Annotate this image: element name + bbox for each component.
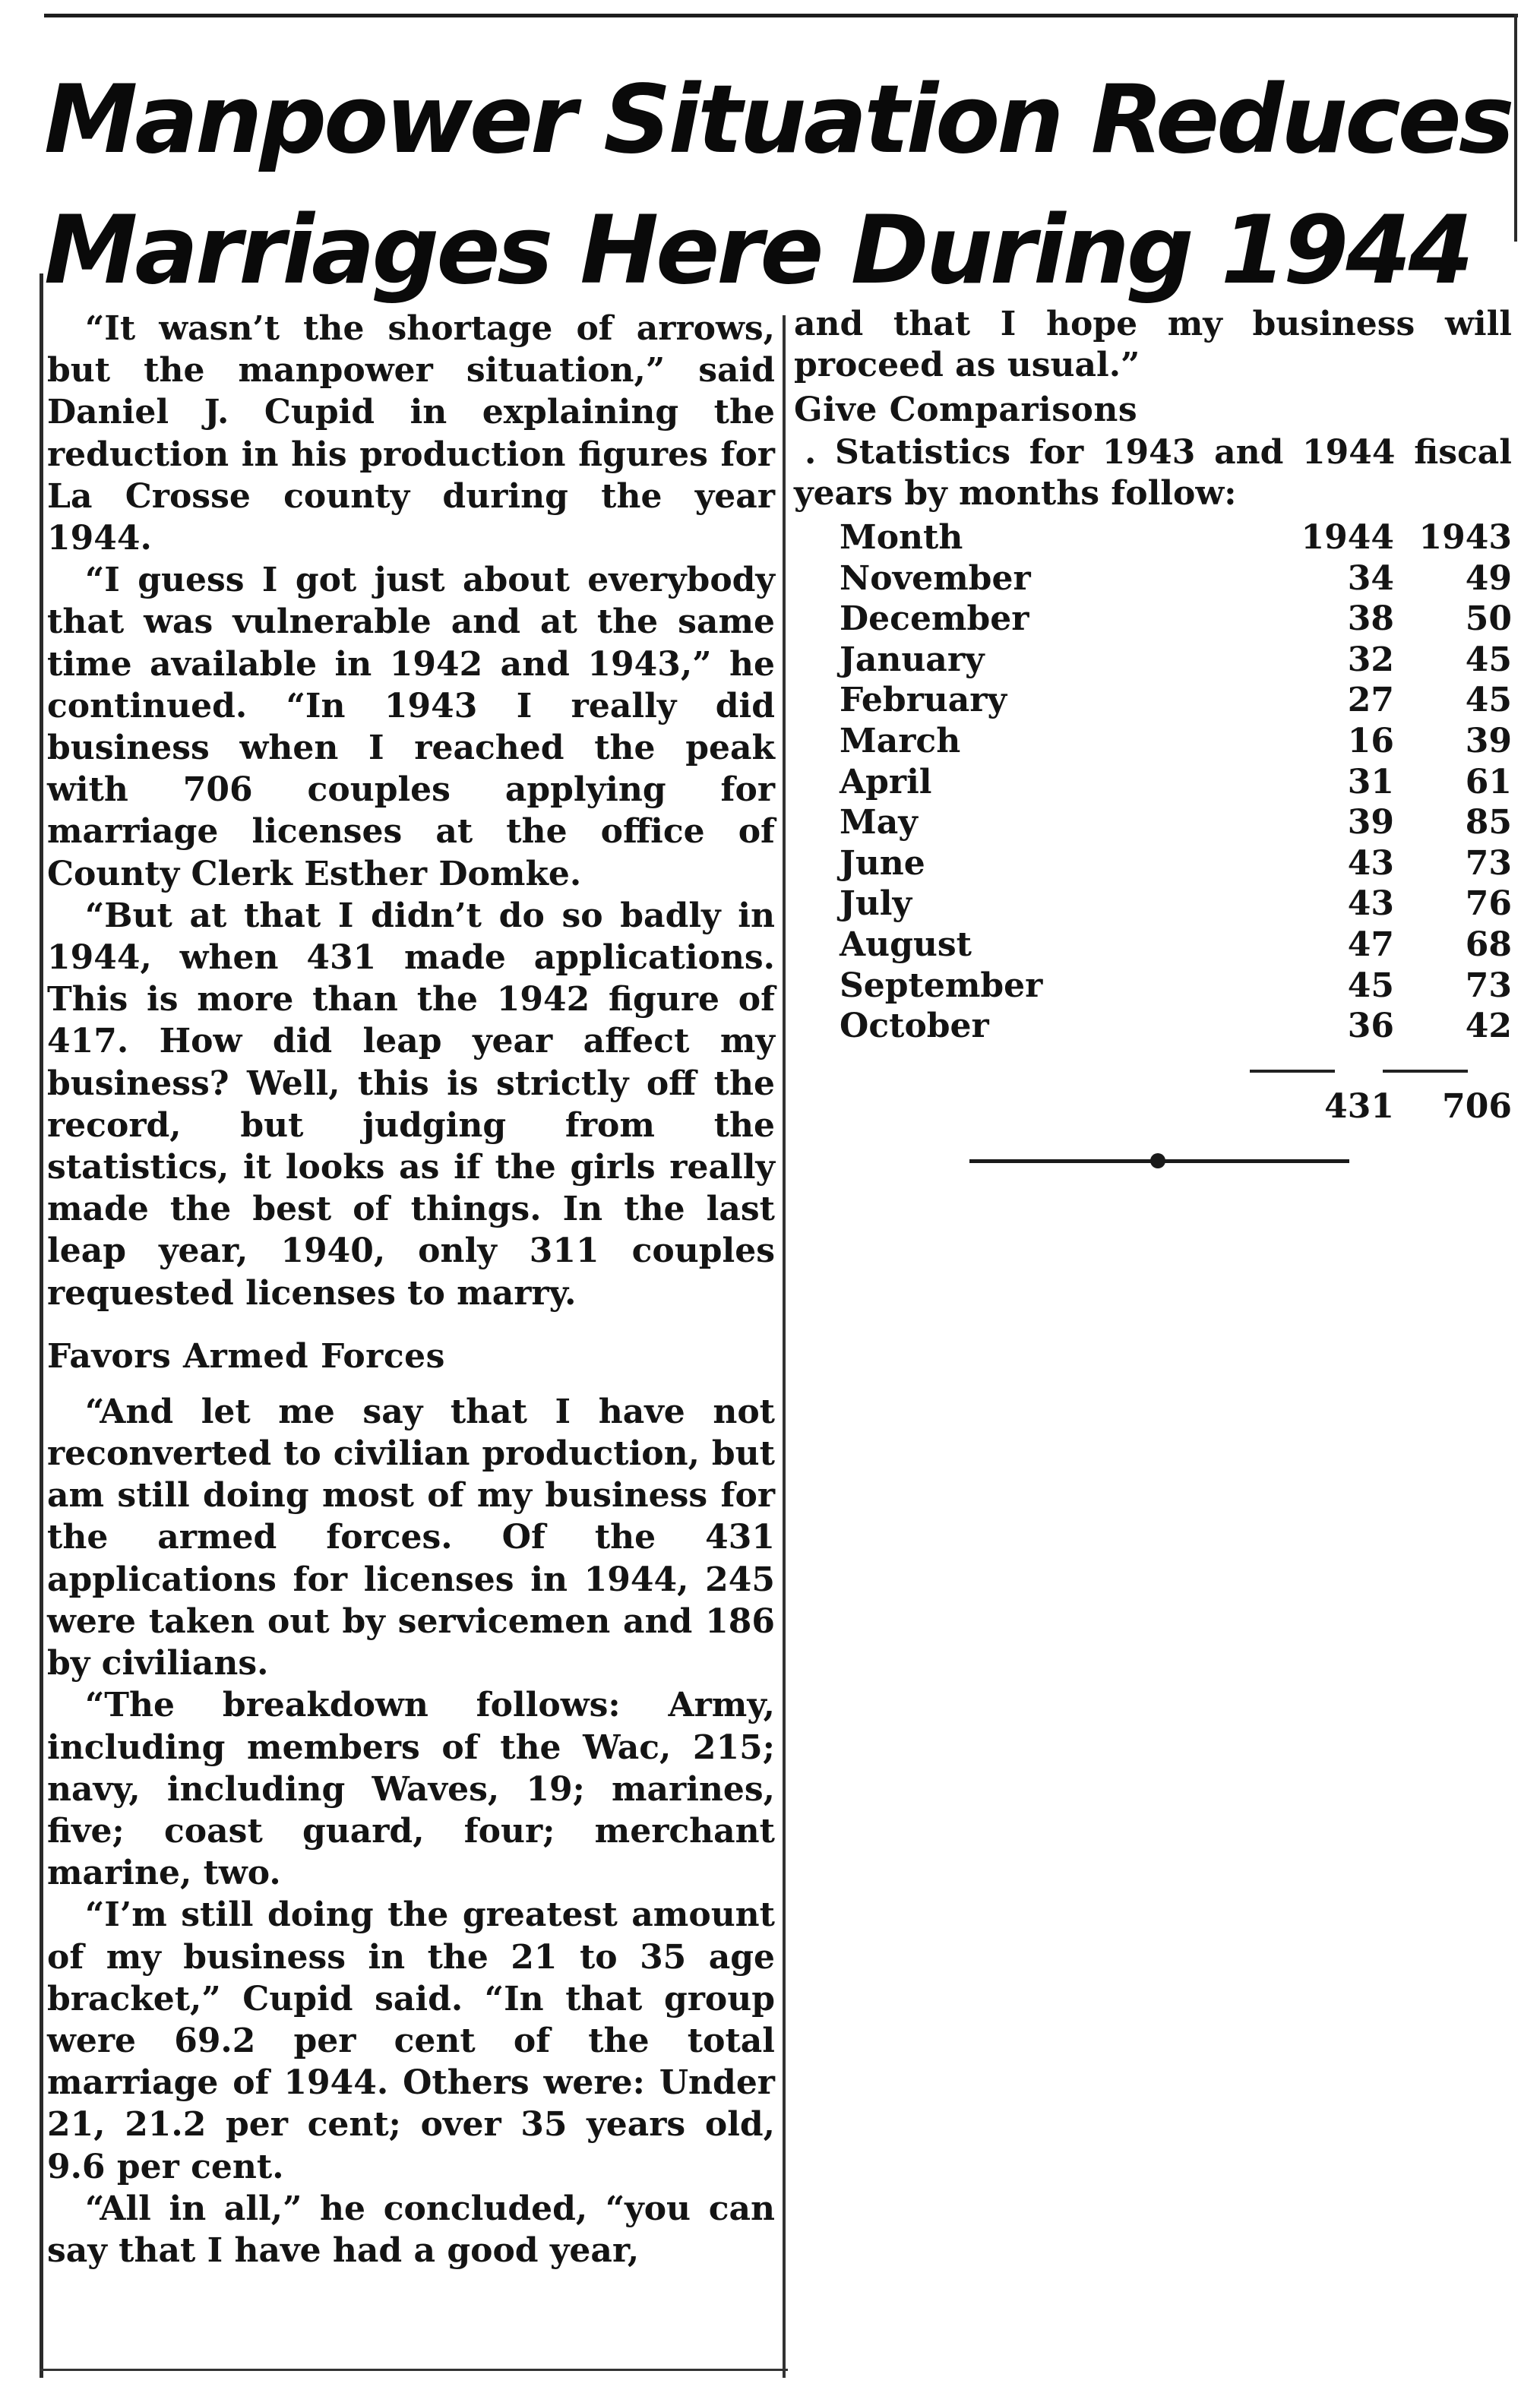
total-label-cell <box>840 1047 1235 1127</box>
article-right-column <box>794 304 1512 1127</box>
table-row <box>840 762 1512 803</box>
value-1943: 45 <box>1465 640 1512 679</box>
month-cell: September <box>840 966 1043 1005</box>
month-cell: February <box>840 681 1007 720</box>
table-row <box>840 843 1512 884</box>
article-left-column <box>47 308 775 2271</box>
total-1943: 706 <box>1442 1086 1512 1126</box>
month-cell: July <box>840 884 912 924</box>
value-1944: 38 <box>1347 599 1394 639</box>
header-1944: 1944 <box>1301 518 1394 557</box>
value-1943: 85 <box>1465 803 1512 842</box>
value-1944: 43 <box>1347 843 1394 883</box>
paragraph: “All in all,” he concluded, “you can say that I have had a good year, <box>47 2189 775 2270</box>
month-cell: October <box>840 1007 989 1046</box>
value-1944: 43 <box>1347 884 1394 924</box>
value-1943: 68 <box>1465 925 1512 964</box>
value-1943: 50 <box>1465 599 1512 639</box>
table-row <box>840 599 1512 640</box>
value-1943: 61 <box>1465 762 1512 801</box>
month-cell: December <box>840 599 1029 639</box>
subhead-favors-armed-forces: Favors Armed Forces <box>47 1336 445 1376</box>
paragraph: “I guess I got just about everybody that was vulnerable and at the same time available in 1942 and 1943,” he continued. “In 1943 I really did business when I reached the peak with 706 couples applying for marriage licenses at the office of County Clerk Esther Domke. <box>47 561 775 893</box>
paragraph: “I’m still doing the greatest amount of my business in the 21 to 35 age bracket,” Cupid said. “In that group were 69.2 per cent of the total marriage of 1944. Others were: Under 21, 21.2 per cent; over 35 years old, 9.6 per cent. <box>47 1895 775 2186</box>
value-1944: 27 <box>1347 681 1394 720</box>
table-header-row <box>840 517 1512 558</box>
table-row <box>840 1006 1512 1047</box>
statistics-table <box>840 517 1512 1127</box>
table-row <box>840 966 1512 1007</box>
month-cell: November <box>840 558 1031 598</box>
paragraph-continuation: and that I hope my business will proceed as usual.” <box>794 305 1512 384</box>
value-1944: 34 <box>1347 558 1394 598</box>
bottom-rule <box>40 2369 788 2371</box>
table-row <box>840 884 1512 925</box>
paragraph: “The breakdown follows: Army, including members of the Wac, 215; navy, including Waves, 19; marines, five; coast guard, four; merchant marine, two. <box>47 1686 775 1893</box>
header-1943: 1943 <box>1418 518 1512 557</box>
month-cell: April <box>840 762 932 801</box>
headline-line-2: Marriages Here During 1944 <box>44 196 1471 305</box>
table-row <box>840 802 1512 843</box>
top-rule <box>44 14 1518 17</box>
value-1944: 39 <box>1347 803 1394 842</box>
table-intro: . Statistics for 1943 and 1944 fiscal years by months follow: <box>794 433 1512 513</box>
paragraph: “And let me say that I have not reconverted to civilian production, but am still doing most of my business for the armed forces. Of the 431 applications for licenses in 1944, 245 were taken out by servicemen and 186 by civilians. <box>47 1392 775 1683</box>
value-1943: 39 <box>1465 721 1512 760</box>
headline <box>44 55 1512 316</box>
left-rule <box>40 273 43 2378</box>
value-1944: 31 <box>1347 762 1394 801</box>
total-rule-1944 <box>1250 1070 1335 1073</box>
total-rule-1943 <box>1383 1070 1468 1073</box>
table-row <box>840 680 1512 721</box>
value-1943: 42 <box>1465 1007 1512 1046</box>
column-divider <box>783 315 786 2378</box>
right-rule <box>1514 14 1517 242</box>
table-row <box>840 925 1512 966</box>
value-1944: 16 <box>1347 721 1394 760</box>
month-cell: June <box>840 843 925 883</box>
value-1943: 49 <box>1465 558 1512 598</box>
table-row <box>840 721 1512 762</box>
end-of-article-dot <box>1150 1153 1165 1168</box>
value-1944: 32 <box>1347 640 1394 679</box>
paragraph: “It wasn’t the shortage of arrows, but the manpower situation,” said Daniel J. Cupid in explaining the reduction in his production figures for La Crosse county during the year 1944. <box>47 309 775 558</box>
value-1944: 45 <box>1347 966 1394 1005</box>
paragraph: “But at that I didn’t do so badly in 1944, when 431 made applications. This is more than the 1942 figure of 417. How did leap year affect my business? Well, this is strictly off the record, but judging from the statistics, it looks as if the girls really made the best of things. In the last leap year, 1940, only 311 couples requested licenses to marry. <box>47 896 775 1313</box>
table-row <box>840 640 1512 681</box>
month-cell: March <box>840 721 961 760</box>
value-1944: 36 <box>1347 1007 1394 1046</box>
table-total-row <box>840 1047 1512 1127</box>
month-cell: August <box>840 925 972 964</box>
month-cell: May <box>840 803 918 842</box>
month-cell: January <box>840 640 985 679</box>
headline-line-1: Manpower Situation Reduces <box>44 65 1512 175</box>
table-row <box>840 558 1512 599</box>
header-month: Month <box>840 518 963 557</box>
subhead-give-comparisons: Give Comparisons <box>794 390 1138 429</box>
total-1944: 431 <box>1324 1086 1394 1126</box>
value-1943: 73 <box>1465 843 1512 883</box>
value-1944: 47 <box>1347 925 1394 964</box>
value-1943: 45 <box>1465 681 1512 720</box>
value-1943: 76 <box>1465 884 1512 924</box>
value-1943: 73 <box>1465 966 1512 1005</box>
